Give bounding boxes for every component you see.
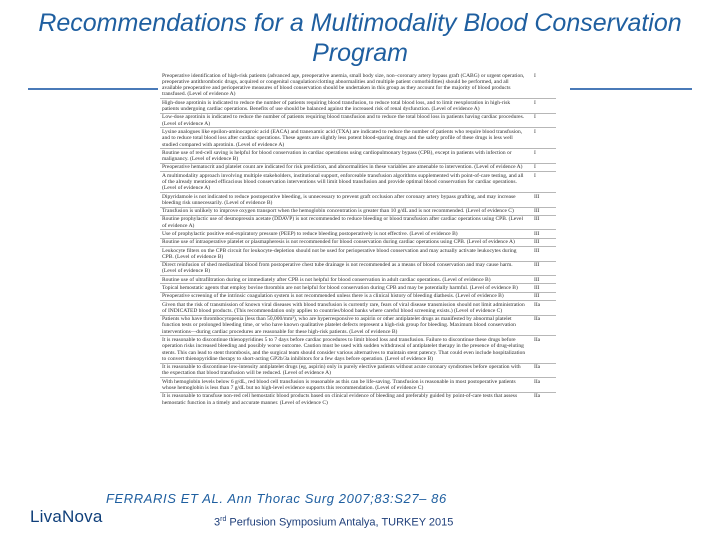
- recommendation-row: [160, 284, 556, 292]
- footer-ordinal-suffix: rd: [220, 516, 227, 523]
- recommendation-text: Routine use of ultrafiltration during or immediately after CPB is not helpful for blood conservation in adult cardiac operations. (Level of evidence B): [162, 276, 491, 283]
- recommendation-row: [160, 393, 556, 407]
- recommendation-class: IIa: [534, 364, 541, 371]
- recommendation-text: It is reasonable to transfuse non-red cell hemostatic blood products based on clinical evidence of bleeding and preferably guided by point-of-care tests that assess hemostatic function in a timely and accurate manner. (Level of evidence C): [162, 393, 518, 406]
- citation: FERRARIS ET AL. Ann Thorac Surg 2007;83:S27– 86: [106, 491, 447, 506]
- recommendation-class: IIa: [534, 301, 541, 308]
- recommendation-class: IIa: [534, 378, 541, 385]
- recommendation-text: Patients who have thrombocytopenia (less than 50,000/mm³), who are hyperresponsive to aspirin or other antiplatelet drugs as manifested by abnormal platelet function tests or prolonged bleeding time, or who have known qualitative platelet defects represent a high-risk group for bleeding. Maximum blood conservation interventions—during cardiac procedures are reasonable for these high-risk patients. (Level of evidence B): [162, 316, 516, 335]
- recommendation-class: I: [534, 172, 536, 179]
- recommendation-row: [160, 247, 556, 262]
- recommendation-row: [160, 239, 556, 247]
- recommendation-row: [160, 99, 556, 114]
- livanova-logo: LivaNova: [30, 507, 103, 526]
- recommendation-text: High-dose aprotinin is indicated to reduce the number of patients requiring blood transfusion, to reduce total blood loss, and to limit reexploration in high-risk patients undergoing cardiac operations. Benefits of use should be balanced against the increased risk of renal dysfunction. (Level of evidence A): [162, 99, 511, 113]
- footer-event: [214, 516, 453, 529]
- recommendation-row: [160, 128, 556, 149]
- recommendation-text: Transfusion is unlikely to improve oxygen transport when the hemoglobin concentration is greater than 10 g/dL and is not recommended. (Level of evidence C): [162, 208, 514, 215]
- footer-ordinal: 3: [214, 516, 221, 529]
- recommendation-text: Use of prophylactic positive end-expiratory pressure (PEEP) to reduce bleeding postoperatively is not effective. (Level of evidence B): [162, 230, 458, 237]
- recommendation-text: Leukocyte filters on the CPB circuit for leukocyte-depletion should not be used for perioperative blood conservation and may actually activate leukocytes during CPB. (Level of evidence B): [162, 247, 517, 260]
- recommendation-row: [160, 378, 556, 393]
- recommendation-text: With hemoglobin levels below 6 g/dL, red blood cell transfusion is reasonable as this can be life-saving. Transfusion is reasonable in most postoperative patients whose hemoglobin is less than 7 g/dL but no high-level evidence supports this recommendation. (Level of evidence C): [162, 378, 516, 392]
- title-rule-left: [28, 88, 158, 90]
- recommendation-class: IIa: [534, 336, 541, 343]
- recommendation-class: III: [534, 262, 540, 269]
- recommendation-class: III: [534, 239, 540, 246]
- recommendation-text: Dipyridamole is not indicated to reduce postoperative bleeding, is unnecessary to prevent graft occlusion after coronary artery bypass grafting, and may increase bleeding risk unnecessarily. (Level of evidence B): [162, 193, 516, 206]
- recommendation-class: I: [534, 149, 536, 156]
- recommendation-class: III: [534, 276, 540, 283]
- recommendation-row: [160, 208, 556, 216]
- recommendation-class: III: [534, 193, 540, 200]
- recommendation-row: [160, 164, 556, 172]
- recommendation-class: I: [534, 99, 536, 106]
- recommendation-text: Low-dose aprotinin is indicated to reduce the number of patients requiring blood transfusion and to reduce the total blood loss in patients having cardiac procedures. (Level of evidence A): [162, 114, 525, 127]
- recommendation-row: [160, 216, 556, 231]
- slide-title: Recommendations for a Multimodality Blood Conservation Program: [38, 9, 682, 67]
- recommendations-table: [160, 72, 556, 488]
- recommendation-text: It is reasonable to discontinue thienopyridines 5 to 7 days before cardiac procedures to limit blood loss and transfusion. Failure to discontinue these drugs before operation risks increased bleeding and possibly worse outcome. Caution must be used with sudden withdrawal of antiplatelet therapy in the presence of drug-eluting stents. This can lead to stent thrombosis, and the surgical team should consider various alternatives to maintain stent patency. That could even include hospitalization to convert thienopyridine therapy to short-acting GP2b/3a inhibitors for a few days before operation. (Level of evidence B): [162, 336, 526, 362]
- recommendation-text: Preoperative hematocrit and platelet count are indicated for risk prediction, and abnormalities in these variables are amenable to intervention. (Level of evidence A): [162, 164, 523, 171]
- recommendation-class: III: [534, 216, 540, 223]
- recommendation-class: I: [534, 114, 536, 121]
- recommendation-class: IIa: [534, 316, 541, 323]
- recommendation-row: [160, 172, 556, 193]
- recommendation-class: III: [534, 284, 540, 291]
- recommendation-row: [160, 301, 556, 316]
- recommendation-text: Routine use of intraoperative platelet or plasmapheresis is not recommended for blood conservation during cardiac operations using CPB. (Level of evidence A): [162, 239, 515, 246]
- recommendation-class: III: [534, 293, 540, 300]
- title-rule-right: [570, 88, 692, 90]
- recommendation-row: [160, 276, 556, 284]
- recommendation-text: Preoperative identification of high-risk patients (advanced age, preoperative anemia, small body size, non–coronary artery bypass graft (CABG) or urgent operation, preoperative antithrombotic drugs, acquired or congenital coagulation/clotting abnormalities and multiple patient comorbidities) should be performed, and all available preoperative and perioperative measures of blood conservation should be undertaken in this group as they account for the majority of blood products transfused. (Level of evidence A): [162, 72, 525, 98]
- footer-event-text: Perfusion Symposium Antalya, TURKEY 2015: [226, 516, 454, 529]
- recommendation-row: [160, 72, 556, 99]
- recommendation-row: [160, 114, 556, 129]
- recommendation-row: [160, 293, 556, 301]
- recommendation-row: [160, 336, 556, 363]
- recommendation-row: [160, 230, 556, 238]
- recommendation-text: It is reasonable to discontinue low-intensity antiplatelet drugs (eg, aspirin) only in purely elective patients without acute coronary syndromes before operation with the expectation that blood transfusion will be reduced. (Level of evidence A): [162, 364, 521, 377]
- recommendation-class: III: [534, 247, 540, 254]
- recommendation-text: Topical hemostatic agents that employ bovine thrombin are not helpful for blood conservation during CPB and may be potentially harmful. (Level of evidence B): [162, 284, 518, 291]
- recommendation-text: Preoperative screening of the intrinsic coagulation system is not recommended unless there is a clinical history of bleeding diathesis. (Level of evidence B): [162, 293, 504, 300]
- recommendation-row: [160, 316, 556, 337]
- recommendation-row: [160, 364, 556, 379]
- recommendation-row: [160, 149, 556, 164]
- recommendation-text: Direct reinfusion of shed mediastinal blood from postoperative chest tube drainage is not recommended as a means of blood conservation and may cause harm. (Level of evidence B): [162, 262, 513, 275]
- recommendation-class: I: [534, 164, 536, 171]
- recommendation-text: Routine use of red-cell saving is helpful for blood conservation in cardiac operations using cardiopulmonary bypass (CPB), except in patients with infection or malignancy. (Level of evidence B): [162, 149, 512, 163]
- recommendation-row: [160, 193, 556, 208]
- recommendation-row: [160, 262, 556, 277]
- recommendation-class: IIa: [534, 393, 541, 400]
- recommendation-text: Routine prophylactic use of desmopressin acetate (DDAVP) is not recommended to reduce bleeding or blood transfusion after cardiac operations using CPB. (Level of evidence A): [162, 216, 523, 229]
- recommendation-class: III: [534, 208, 540, 215]
- recommendation-text: Lysine analogues like epsilon-aminocaproic acid (EACA) and tranexamic acid (TXA) are indicated to reduce the number of patients who require blood transfusion, and to reduce total blood loss after cardiac operations. These agents are slightly less potent blood-sparing drugs and the safety profile of these drugs is less well studied compared with aprotinin. (Level of evidence A): [162, 128, 523, 148]
- recommendation-text: A multimodality approach involving multiple stakeholders, institutional support, enforceable transfusion algorithms supplemented with point-of-care testing, and all of the already mentioned efficacious blood conservation interventions will limit blood transfusion and provide optimal blood conservation for cardiac operations. (Level of evidence A): [162, 172, 524, 192]
- recommendation-text: Given that the risk of transmission of known viral diseases with blood transfusion is currently rare, fears of viral disease transmission should not limit administration of INDICATED blood products. (This recommendation only applies to countries/blood banks where careful blood screening exists.) (Level of evidence C): [162, 301, 525, 314]
- recommendation-class: I: [534, 128, 536, 135]
- recommendation-class: I: [534, 72, 536, 79]
- recommendation-class: III: [534, 230, 540, 237]
